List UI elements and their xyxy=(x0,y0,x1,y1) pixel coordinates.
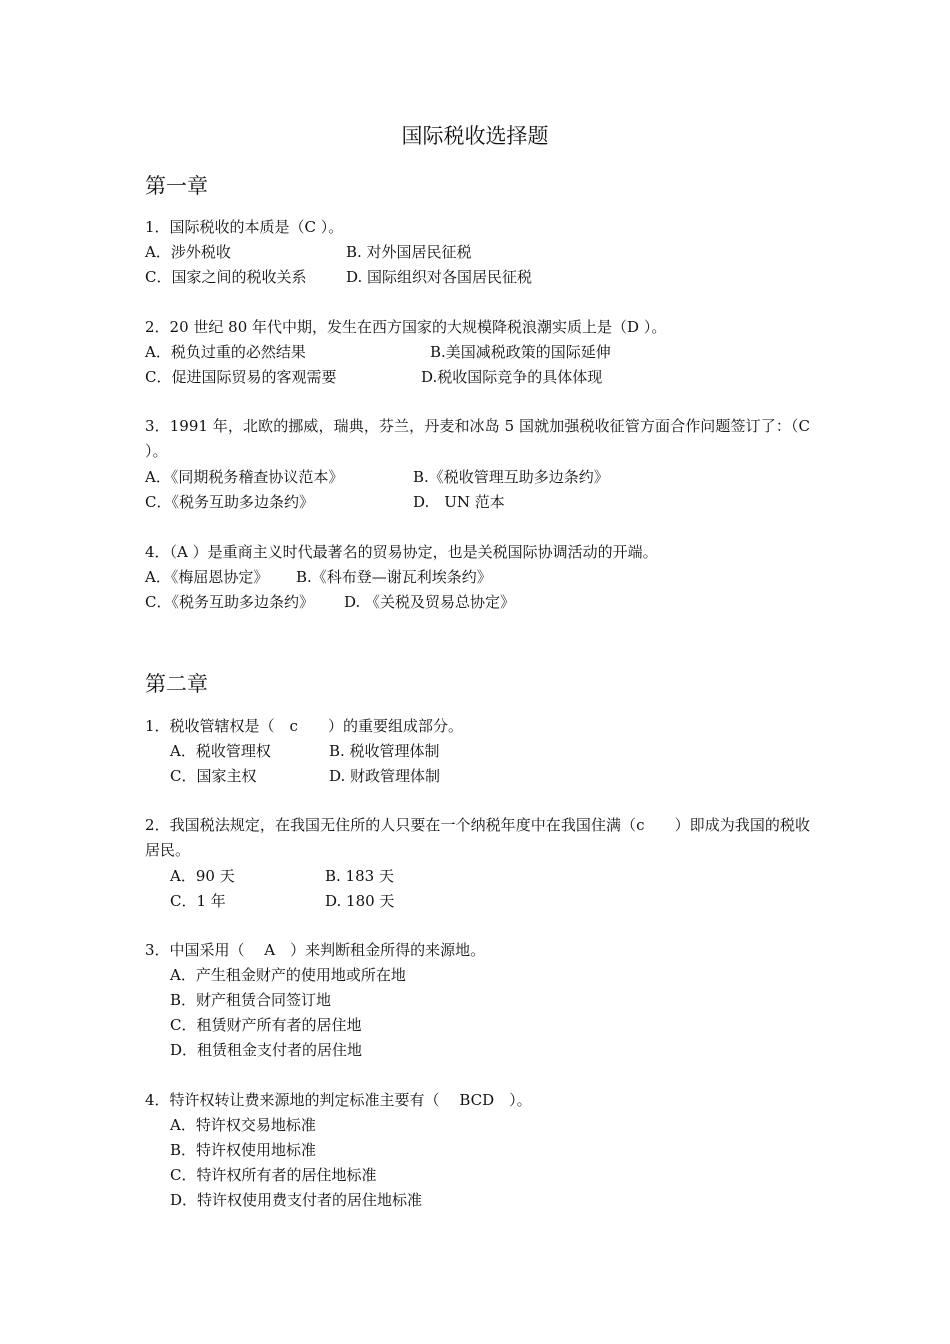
question-stem: 2．20 世纪 80 年代中期，发生在西方国家的大规模降税浪潮实质上是（D ）。 xyxy=(145,318,667,336)
option-d: D. UN 范本 xyxy=(413,493,505,511)
option-a: A．税收管理权 xyxy=(170,742,271,760)
option-a: A．产生租金财产的使用地或所在地 xyxy=(170,966,406,984)
option-d: D.税收国际竞争的具体体现 xyxy=(421,368,603,386)
option-d: D. 财政管理体制 xyxy=(329,767,441,785)
question-stem: 3．1991 年，北欧的挪威，瑞典，芬兰，丹麦和冰岛 5 国就加强税收征管方面合作问题签订了：（C ）。 xyxy=(145,417,810,460)
option-b: B. 183 天 xyxy=(325,867,394,885)
question-stem: 2．我国税法规定，在我国无住所的人只要在一个纳税年度中在我国住满（c ）即成为我国的税收居民。 xyxy=(145,816,810,859)
option-b: B.《科布登—谢瓦利埃条约》 xyxy=(296,568,492,586)
option-c: C．促进国际贸易的客观需要 xyxy=(145,368,337,386)
option-b: B．财产租赁合同签订地 xyxy=(170,991,332,1009)
option-a: A．涉外税收 xyxy=(145,243,231,261)
option-d: D. 国际组织对各国居民征税 xyxy=(346,268,533,286)
option-b: B．特许权使用地标准 xyxy=(170,1141,317,1159)
question-stem: 1．税收管辖权是（ c ）的重要组成部分。 xyxy=(145,717,463,735)
option-c: C．国家主权 xyxy=(170,767,257,785)
question-stem: 3．中国采用（ A ）来判断租金所得的来源地。 xyxy=(145,941,486,959)
option-a: A．90 天 xyxy=(170,867,235,885)
option-a: A．税负过重的必然结果 xyxy=(145,343,306,361)
document-title: 国际税收选择题 xyxy=(401,124,549,148)
option-c: C．特许权所有者的居住地标准 xyxy=(170,1166,377,1184)
question-stem: 4．特许权转让费来源地的判定标准主要有（ BCD ）。 xyxy=(145,1091,532,1109)
option-b: B. 对外国居民征税 xyxy=(346,243,472,261)
question-stem: 1．国际税收的本质是（C ）。 xyxy=(145,218,344,236)
option-b: B.美国减税政策的国际延伸 xyxy=(430,343,611,361)
option-d: D. 《关税及贸易总协定》 xyxy=(344,593,516,611)
option-a: A．《梅屈恩协定》 xyxy=(145,568,269,586)
option-d: D. 180 天 xyxy=(325,892,395,910)
option-d: D．特许权使用费支付者的居住地标准 xyxy=(170,1191,423,1209)
option-b: B.《税收管理互助多边条约》 xyxy=(413,468,609,486)
chapter-2-heading: 第二章 xyxy=(145,672,208,696)
option-c: C．国家之间的税收关系 xyxy=(145,268,307,286)
option-c: C．1 年 xyxy=(170,892,226,910)
option-c: C．租赁财产所有者的居住地 xyxy=(170,1016,362,1034)
option-c: C．《税务互助多边条约》 xyxy=(145,593,314,611)
option-a: A．《同期税务稽查协议范本》 xyxy=(145,468,344,486)
chapter-1-heading: 第一章 xyxy=(145,174,208,198)
option-c: C．《税务互助多边条约》 xyxy=(145,493,314,511)
option-b: B. 税收管理体制 xyxy=(329,742,440,760)
option-d: D．租赁租金支付者的居住地 xyxy=(170,1041,363,1059)
option-a: A．特许权交易地标准 xyxy=(170,1116,316,1134)
question-stem: 4．（A ）是重商主义时代最著名的贸易协定，也是关税国际协调活动的开端。 xyxy=(145,543,658,561)
